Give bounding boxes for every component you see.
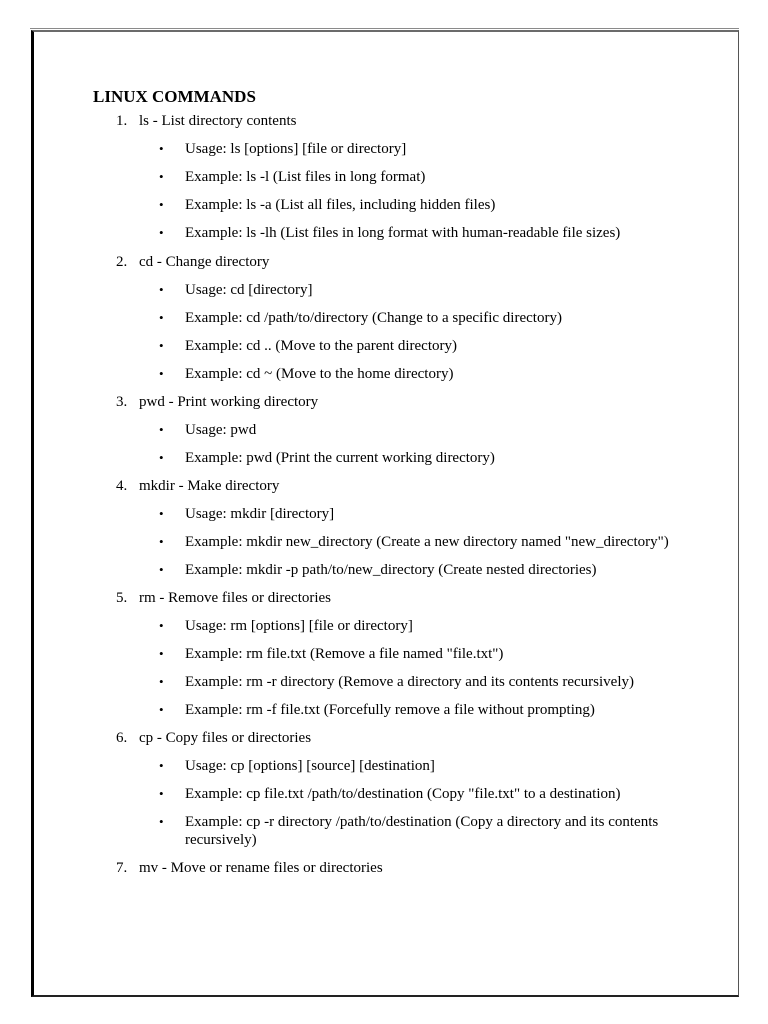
bullet-icon: • [159,674,164,689]
command-detail-text: Usage: mkdir [directory] [185,506,335,522]
command-item [93,393,713,467]
command-detail-text: Example: ls -l (List files in long format) [185,169,426,185]
command-detail-text: Example: cd ~ (Move to the home directory) [185,366,454,382]
bullet-icon: • [159,282,164,297]
bullet-icon: • [159,814,164,829]
command-detail-item [139,673,713,691]
command-detail-item [139,785,713,803]
command-number: 6. [116,730,128,746]
command-detail-item [139,281,713,299]
command-detail-text: Example: cp file.txt /path/to/destination (Copy "file.txt" to a destination) [185,786,621,802]
command-detail-list [139,421,713,467]
command-detail-text: Example: ls -lh (List files in long format with human-readable file sizes) [185,225,621,241]
document-title: LINUX COMMANDS [93,87,256,106]
bullet-icon: • [159,702,164,717]
command-detail-text: Example: cd .. (Move to the parent directory) [185,338,457,354]
command-item [93,859,713,877]
command-detail-text: Usage: cp [options] [source] [destination] [185,758,435,774]
command-detail-text: Example: mkdir -p path/to/new_directory (Create nested directories) [185,562,597,578]
command-detail-item [139,505,713,523]
command-heading: cp - Copy files or directories [139,730,312,746]
command-detail-text: Example: mkdir new_directory (Create a new directory named "new_directory") [185,534,669,550]
bullet-icon: • [159,534,164,549]
command-detail-item [139,365,713,383]
command-heading: pwd - Print working directory [139,394,319,410]
command-item [93,589,713,719]
bullet-icon: • [159,506,164,521]
command-detail-item [139,561,713,579]
bullet-icon: • [159,758,164,773]
command-detail-text: Example: rm -r directory (Remove a directory and its contents recursively) [185,674,635,690]
command-list [93,112,713,877]
command-number: 3. [116,394,128,410]
command-number: 4. [116,478,128,494]
command-detail-item [139,533,713,551]
bullet-icon: • [159,310,164,325]
bullet-icon: • [159,141,164,156]
bullet-icon: • [159,338,164,353]
command-detail-text: Usage: ls [options] [file or directory] [185,141,407,157]
command-detail-item [139,224,713,242]
command-detail-text: Example: rm file.txt (Remove a file named "file.txt") [185,646,504,662]
command-detail-text: Usage: pwd [185,422,257,438]
bullet-icon: • [159,197,164,212]
command-item [93,729,713,849]
command-detail-item [139,168,713,186]
command-number: 2. [116,254,128,270]
command-number: 5. [116,590,128,606]
command-detail-item [139,701,713,719]
command-heading: cd - Change directory [139,254,270,270]
command-detail-item [139,617,713,635]
bullet-icon: • [159,618,164,633]
command-detail-item [139,140,713,158]
bullet-icon: • [159,225,164,240]
command-detail-item [139,196,713,214]
bullet-icon: • [159,786,164,801]
command-detail-text: Example: pwd (Print the current working directory) [185,450,495,466]
command-detail-text: Example: ls -a (List all files, including hidden files) [185,197,496,213]
bullet-icon: • [159,169,164,184]
command-number: 7. [116,860,128,876]
command-heading: mv - Move or rename files or directories [139,860,383,876]
command-detail-list [139,505,713,579]
bullet-icon: • [159,422,164,437]
command-item [93,112,713,242]
command-item [93,477,713,579]
command-detail-text: Usage: cd [directory] [185,282,313,298]
command-heading: ls - List directory contents [139,113,297,129]
command-detail-item [139,813,713,849]
command-detail-text: Usage: rm [options] [file or directory] [185,618,413,634]
command-detail-item [139,757,713,775]
command-detail-text: Example: cd /path/to/directory (Change to a specific directory) [185,310,562,326]
bullet-icon: • [159,366,164,381]
command-heading: mkdir - Make directory [139,478,280,494]
command-detail-list [139,757,713,849]
bullet-icon: • [159,562,164,577]
command-detail-list [139,140,713,242]
command-detail-item [139,645,713,663]
command-number: 1. [116,113,128,129]
command-heading: rm - Remove files or directories [139,590,332,606]
command-detail-item [139,309,713,327]
command-detail-item [139,421,713,439]
command-item [93,253,713,383]
command-detail-item [139,337,713,355]
bullet-icon: • [159,646,164,661]
command-detail-text: Example: rm -f file.txt (Forcefully remove a file without prompting) [185,702,595,718]
document-body [93,87,713,877]
bullet-icon: • [159,450,164,465]
page-top-rule [30,28,739,29]
command-detail-item [139,449,713,467]
command-detail-list [139,281,713,383]
command-detail-list [139,617,713,719]
command-detail-text: Example: cp -r directory /path/to/destination (Copy a directory and its contents recursively) [185,814,659,848]
